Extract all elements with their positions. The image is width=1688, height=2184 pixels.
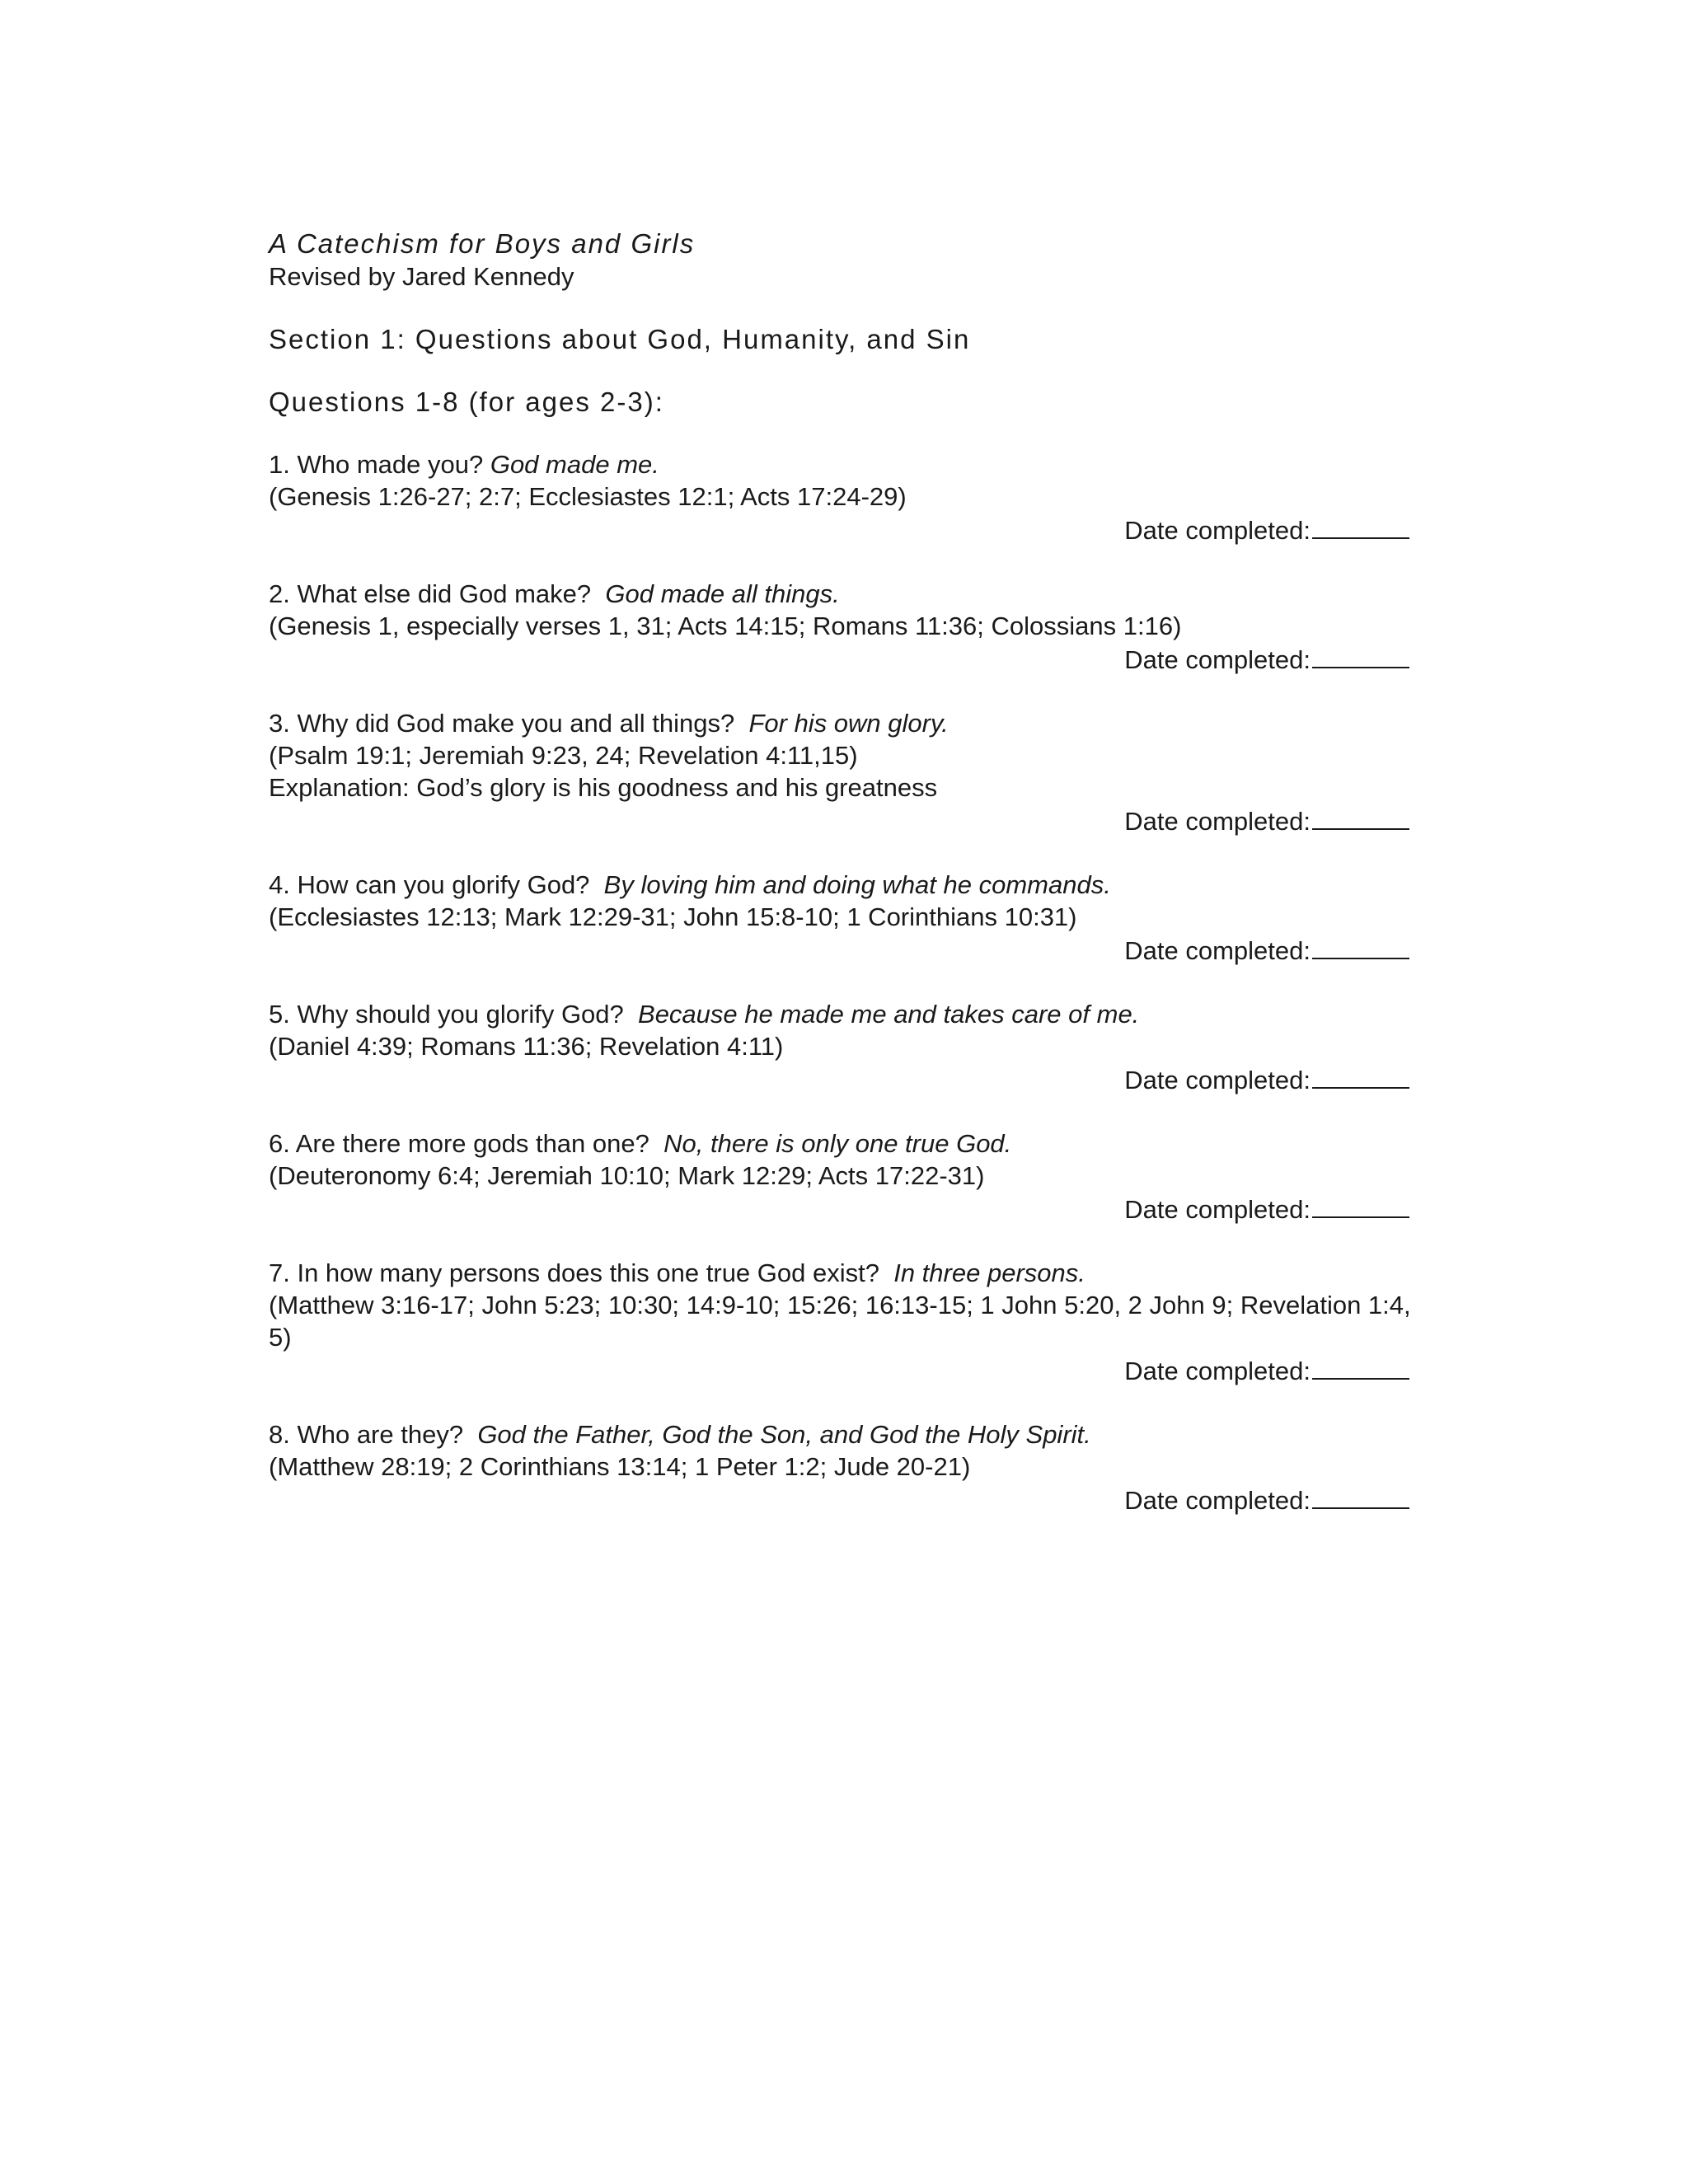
question-list xyxy=(269,448,1414,1516)
question-item-4 xyxy=(269,869,1414,967)
question-item-6 xyxy=(269,1127,1414,1226)
date-completed-line xyxy=(269,1483,1414,1516)
date-completed-line xyxy=(269,642,1414,676)
date-completed-label: Date completed: xyxy=(1124,1195,1311,1224)
question-text: 3. Why did God make you and all things? xyxy=(269,709,735,738)
question-text: 5. Why should you glorify God? xyxy=(269,1000,624,1029)
question-line xyxy=(269,707,1414,739)
section-heading: Section 1: Questions about God, Humanity, and Sin xyxy=(269,324,971,354)
scripture-references: (Deuteronomy 6:4; Jeremiah 10:10; Mark 12:29; Acts 17:22-31) xyxy=(269,1161,985,1190)
answer-text: Because he made me and takes care of me. xyxy=(638,1000,1140,1029)
answer-text: By loving him and doing what he commands. xyxy=(603,870,1111,899)
date-completed-line xyxy=(269,513,1414,546)
date-completed-label: Date completed: xyxy=(1124,1066,1311,1094)
scripture-references: (Matthew 28:19; 2 Corinthians 13:14; 1 Peter 1:2; Jude 20-21) xyxy=(269,1452,971,1481)
question-text: 8. Who are they? xyxy=(269,1420,464,1449)
answer-text: God made me. xyxy=(490,450,659,479)
date-completed-line xyxy=(269,933,1414,967)
date-completed-label: Date completed: xyxy=(1124,516,1311,545)
date-completed-blank[interactable] xyxy=(1312,642,1409,668)
question-text: 1. Who made you? xyxy=(269,450,484,479)
scripture-references: (Genesis 1:26-27; 2:7; Ecclesiastes 12:1; Acts 17:24-29) xyxy=(269,482,907,511)
date-completed-blank[interactable] xyxy=(1312,933,1409,959)
answer-text: No, there is only one true God. xyxy=(663,1129,1012,1158)
catechism-document xyxy=(269,227,1414,1548)
scripture-references: (Ecclesiastes 12:13; Mark 12:29-31; John 15:8-10; 1 Corinthians 10:31) xyxy=(269,902,1077,931)
question-text: 2. What else did God make? xyxy=(269,579,592,608)
date-completed-line xyxy=(269,1192,1414,1226)
question-line xyxy=(269,998,1414,1030)
answer-text: For his own glory. xyxy=(748,709,949,738)
date-completed-label: Date completed: xyxy=(1124,807,1311,836)
scripture-references: (Matthew 3:16-17; John 5:23; 10:30; 14:9-10; 15:26; 16:13-15; 1 John 5:20, 2 John 9; Revelation 1:4, 5) xyxy=(269,1291,1411,1352)
date-completed-blank[interactable] xyxy=(1312,1192,1409,1218)
questions-heading: Questions 1-8 (for ages 2-3): xyxy=(269,387,664,417)
date-completed-blank[interactable] xyxy=(1312,1353,1409,1380)
question-line xyxy=(269,578,1414,610)
question-text: 4. How can you glorify God? xyxy=(269,870,590,899)
date-completed-line xyxy=(269,1062,1414,1096)
document-subtitle: Revised by Jared Kennedy xyxy=(269,262,574,291)
date-completed-line xyxy=(269,804,1414,837)
question-line xyxy=(269,1257,1414,1289)
scripture-references: (Genesis 1, especially verses 1, 31; Acts 14:15; Romans 11:36; Colossians 1:16) xyxy=(269,612,1182,640)
date-completed-line xyxy=(269,1353,1414,1387)
question-item-8 xyxy=(269,1418,1414,1516)
question-text: 7. In how many persons does this one true God exist? xyxy=(269,1258,879,1287)
date-completed-label: Date completed: xyxy=(1124,645,1311,674)
date-completed-label: Date completed: xyxy=(1124,1357,1311,1385)
document-title: A Catechism for Boys and Girls xyxy=(269,228,696,259)
date-completed-blank[interactable] xyxy=(1312,513,1409,539)
scripture-references: (Daniel 4:39; Romans 11:36; Revelation 4:11) xyxy=(269,1032,784,1061)
date-completed-blank[interactable] xyxy=(1312,804,1409,830)
scripture-references: (Psalm 19:1; Jeremiah 9:23, 24; Revelation 4:11,15) xyxy=(269,741,858,770)
question-line xyxy=(269,1127,1414,1160)
date-completed-label: Date completed: xyxy=(1124,936,1311,965)
question-line xyxy=(269,448,1414,480)
answer-text: In three persons. xyxy=(893,1258,1085,1287)
question-item-2 xyxy=(269,578,1414,676)
date-completed-blank[interactable] xyxy=(1312,1483,1409,1509)
answer-text: God the Father, God the Son, and God the Holy Spirit. xyxy=(477,1420,1091,1449)
question-item-3 xyxy=(269,707,1414,837)
date-completed-blank[interactable] xyxy=(1312,1062,1409,1089)
answer-text: God made all things. xyxy=(605,579,840,608)
question-item-5 xyxy=(269,998,1414,1096)
question-item-1 xyxy=(269,448,1414,546)
question-line xyxy=(269,869,1414,901)
date-completed-label: Date completed: xyxy=(1124,1486,1311,1515)
question-text: 6. Are there more gods than one? xyxy=(269,1129,649,1158)
question-item-7 xyxy=(269,1257,1414,1387)
question-line xyxy=(269,1418,1414,1451)
explanation-text: Explanation: God’s glory is his goodness and his greatness xyxy=(269,773,938,802)
